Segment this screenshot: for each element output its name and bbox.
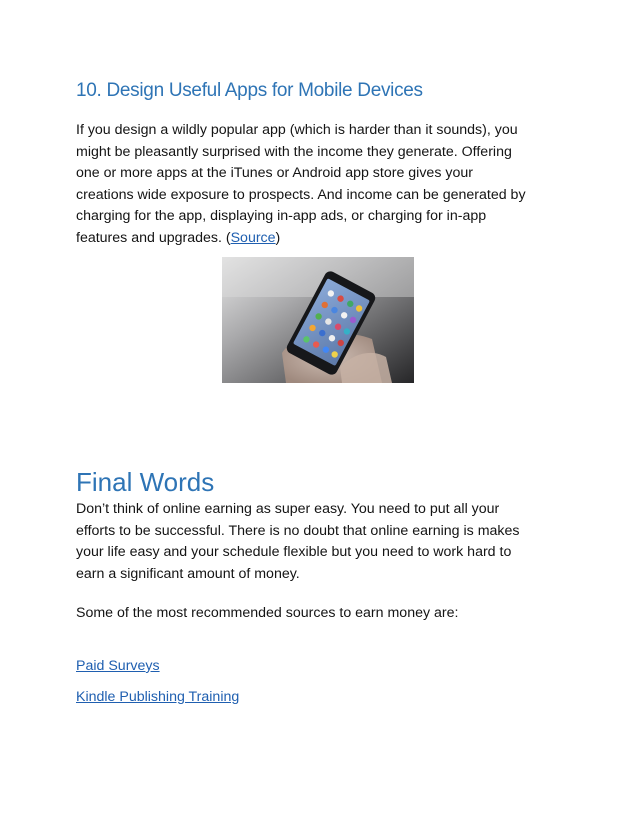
apps-paragraph-line: one or more apps at the iTunes or Android app store gives your — [76, 165, 473, 182]
final-paragraph-line: Don’t think of online earning as super easy. You need to put all your — [76, 501, 500, 517]
apps-paragraph-line: creations wide exposure to prospects. And income can be generated by — [76, 186, 526, 203]
section-heading-apps: 10. Design Useful Apps for Mobile Devices — [76, 80, 423, 101]
apps-paragraph-line: ) — [275, 229, 281, 246]
section-heading-final-words: Final Words — [76, 467, 215, 497]
final-paragraph-line: earn a significant amount of money. — [76, 565, 300, 582]
apps-paragraph-line: might be pleasantly surprised with the income they generate. Offering — [76, 143, 512, 160]
smartphone-photo — [222, 257, 414, 383]
final-paragraph-line: your life easy and your schedule flexible but you need to work hard to — [76, 544, 512, 561]
source-link[interactable]: Source — [230, 229, 276, 246]
apps-paragraph-line: If you design a wildly popular app (which is harder than it sounds), you — [76, 122, 518, 138]
final-paragraph — [76, 499, 576, 585]
apps-paragraph-line: charging for the app, displaying in-app ads, or charging for in-app — [76, 208, 487, 225]
sources-intro: Some of the most recommended sources to earn money are: — [76, 605, 459, 621]
apps-paragraph — [76, 120, 576, 250]
kindle-publishing-link[interactable]: Kindle Publishing Training — [76, 689, 240, 705]
paid-surveys-link[interactable]: Paid Surveys — [76, 658, 160, 674]
final-paragraph-line: efforts to be successful. There is no doubt that online earning is makes — [76, 522, 520, 539]
apps-paragraph-line: features and upgrades. ( — [76, 229, 231, 246]
